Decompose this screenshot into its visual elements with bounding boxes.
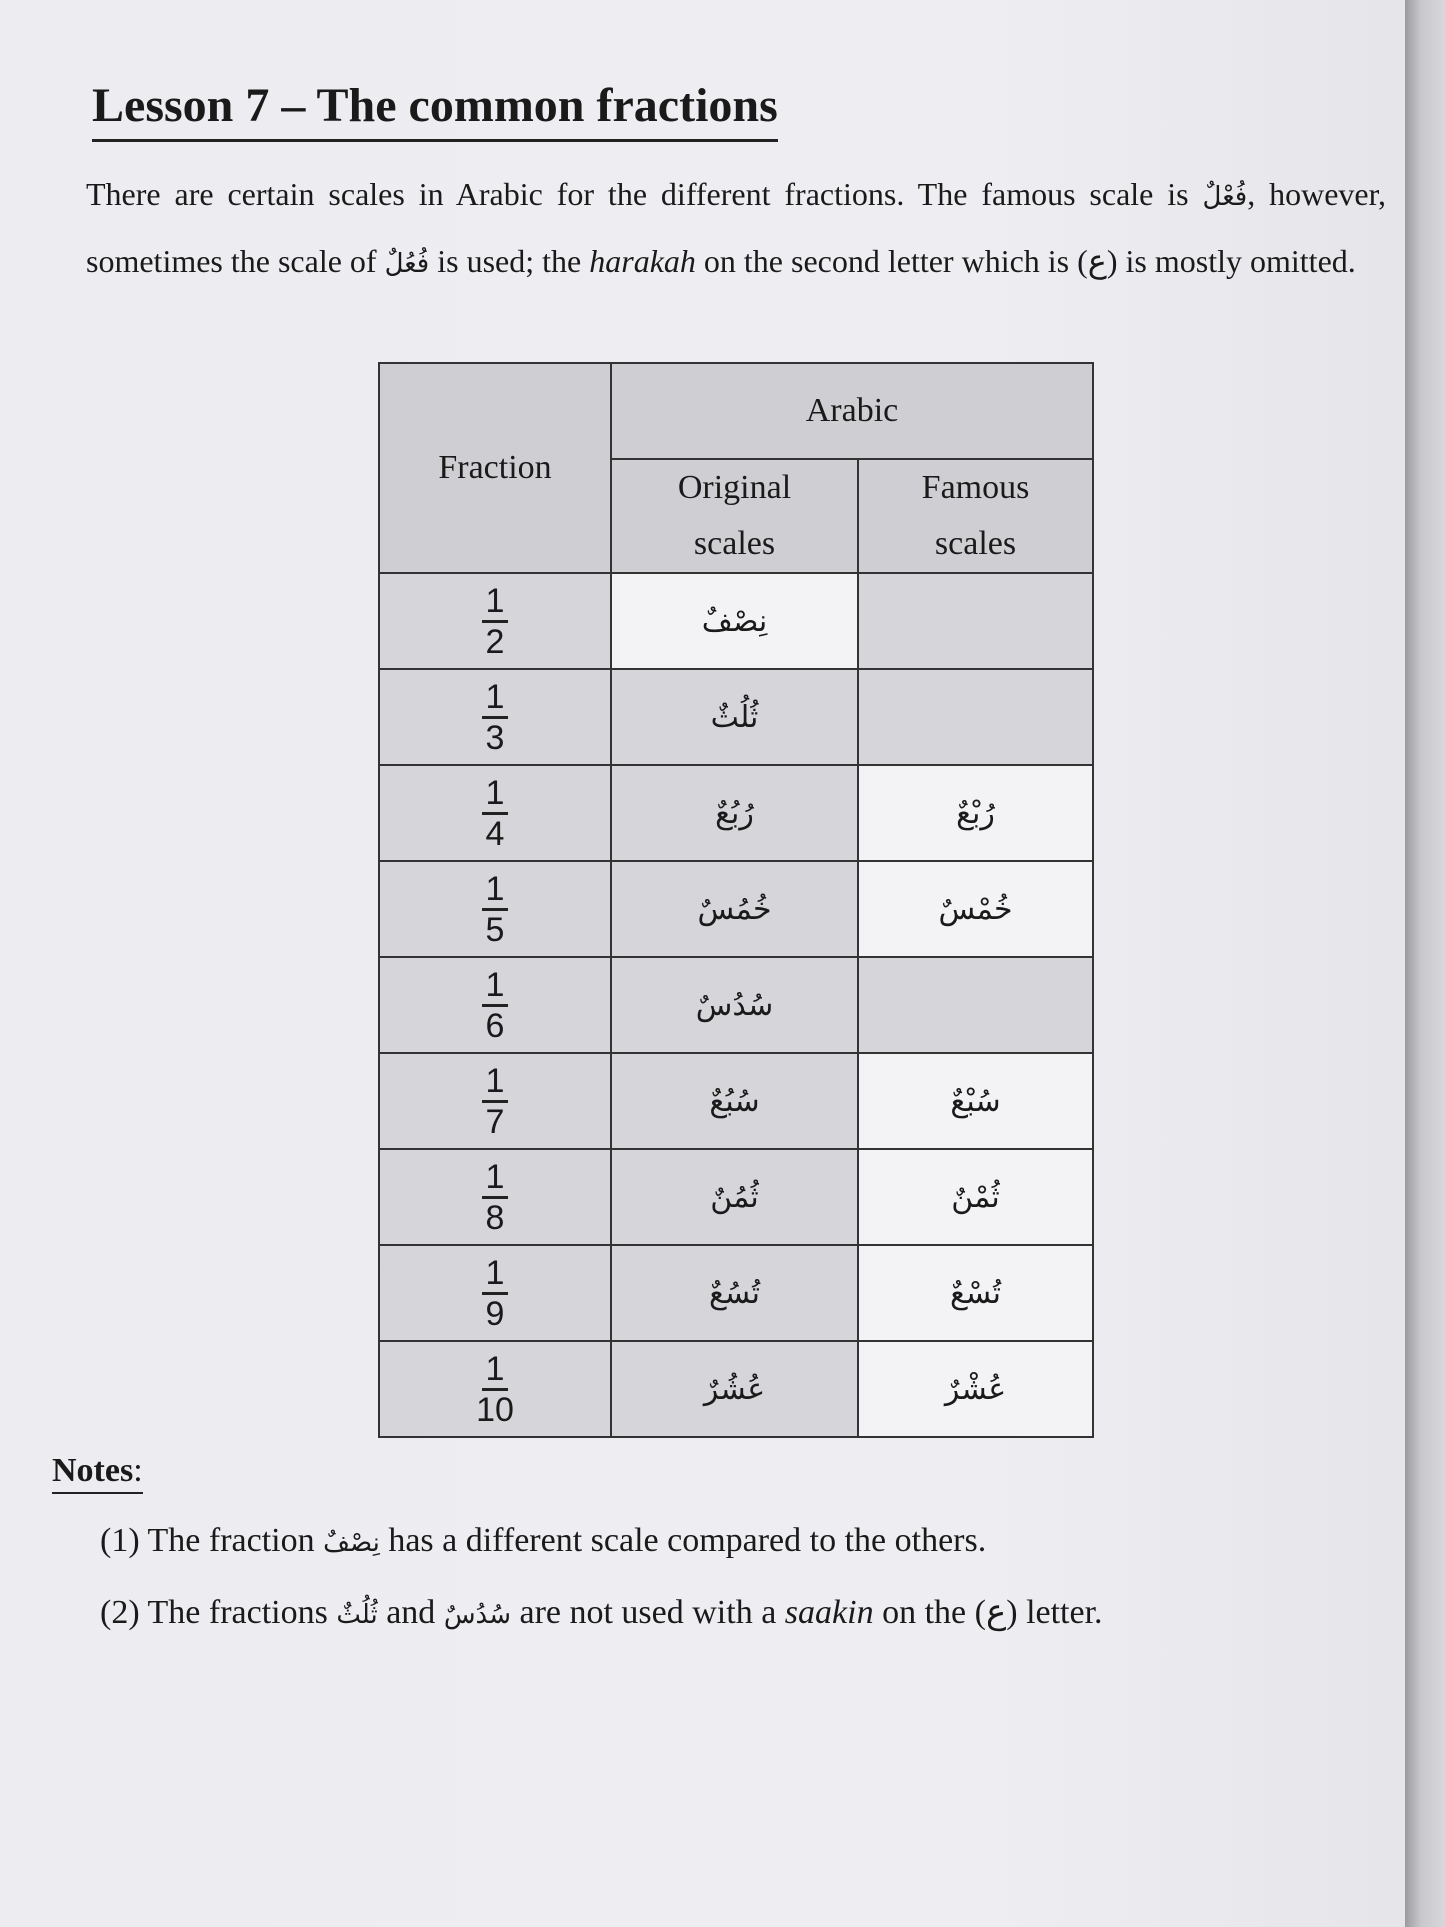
intro-text-3: is used; the [429,243,590,279]
intro-text-5: is mostly omitted. [1117,243,1356,279]
original-scale-cell: ثُمُنٌ [611,1149,858,1245]
table-row [379,1053,1093,1149]
table-row [379,1245,1093,1341]
famous-scale-cell [858,957,1093,1053]
original-scale-cell: ثُلُثٌ [611,669,858,765]
fraction-cell: $\frac{1}{6}$ [379,957,611,1053]
header-fraction: Fraction [379,363,611,573]
famous-scale-cell: عُشْرٌ [858,1341,1093,1437]
intro-paragraph [86,162,1386,296]
lesson-title: Lesson 7 – The common fractions [92,78,778,142]
table-row [379,573,1093,669]
original-scale-cell: نِصْفٌ [611,573,858,669]
fraction-cell: $\frac{1}{8}$ [379,1149,611,1245]
fractions-table [378,362,1094,1438]
intro-scale-2: فُعُلٌ [384,249,430,279]
famous-scale-cell: ثُمْنٌ [858,1149,1093,1245]
table-row [379,1149,1093,1245]
original-scale-cell: تُسُعٌ [611,1245,858,1341]
original-scale-cell: سُدُسٌ [611,957,858,1053]
original-scale-cell: سُبُعٌ [611,1053,858,1149]
intro-text-2: , however, sometimes the scale of [86,176,1387,279]
fraction-cell: $\frac{1}{5}$ [379,861,611,957]
fraction-cell: $\frac{1}{10}$ [379,1341,611,1437]
fraction-cell: $\frac{1}{9}$ [379,1245,611,1341]
table-row [379,861,1093,957]
intro-text-4: on the second letter which is [695,243,1078,279]
page-edge [1405,0,1445,1927]
famous-scale-cell: سُبْعٌ [858,1053,1093,1149]
intro-scale-1: فُعْلٌ [1202,182,1248,212]
intro-text-1: There are certain scales in Arabic for the different fractions. The famous scale is [86,176,1203,212]
header-arabic: Arabic [611,363,1093,459]
header-famous: Famous scales [858,459,1093,573]
fraction-cell: $\frac{1}{2}$ [379,573,611,669]
intro-harakah: harakah [589,243,696,279]
famous-scale-cell: خُمْسٌ [858,861,1093,957]
table-row [379,669,1093,765]
fraction-cell: $\frac{1}{4}$ [379,765,611,861]
table-row [379,1341,1093,1437]
famous-scale-cell: رُبْعٌ [858,765,1093,861]
table-row [379,765,1093,861]
fraction-cell: $\frac{1}{3}$ [379,669,611,765]
fraction-cell: $\frac{1}{7}$ [379,1053,611,1149]
notes-heading: Notes: [52,1452,143,1494]
original-scale-cell: رُبُعٌ [611,765,858,861]
famous-scale-cell [858,669,1093,765]
famous-scale-cell: تُسْعٌ [858,1245,1093,1341]
famous-scale-cell [858,573,1093,669]
table-row [379,957,1093,1053]
original-scale-cell: عُشُرٌ [611,1341,858,1437]
note-1: (1) The fraction نِصْفٌ has a different scale compared to the others. [100,1522,987,1559]
original-scale-cell: خُمُسٌ [611,861,858,957]
intro-ain: (ع) [1077,243,1118,279]
note-2: (2) The fractions ثُلُثٌ and سُدُسٌ are not used with a saakin on the (ع) letter. [100,1594,1103,1631]
header-original: Original scales [611,459,858,573]
